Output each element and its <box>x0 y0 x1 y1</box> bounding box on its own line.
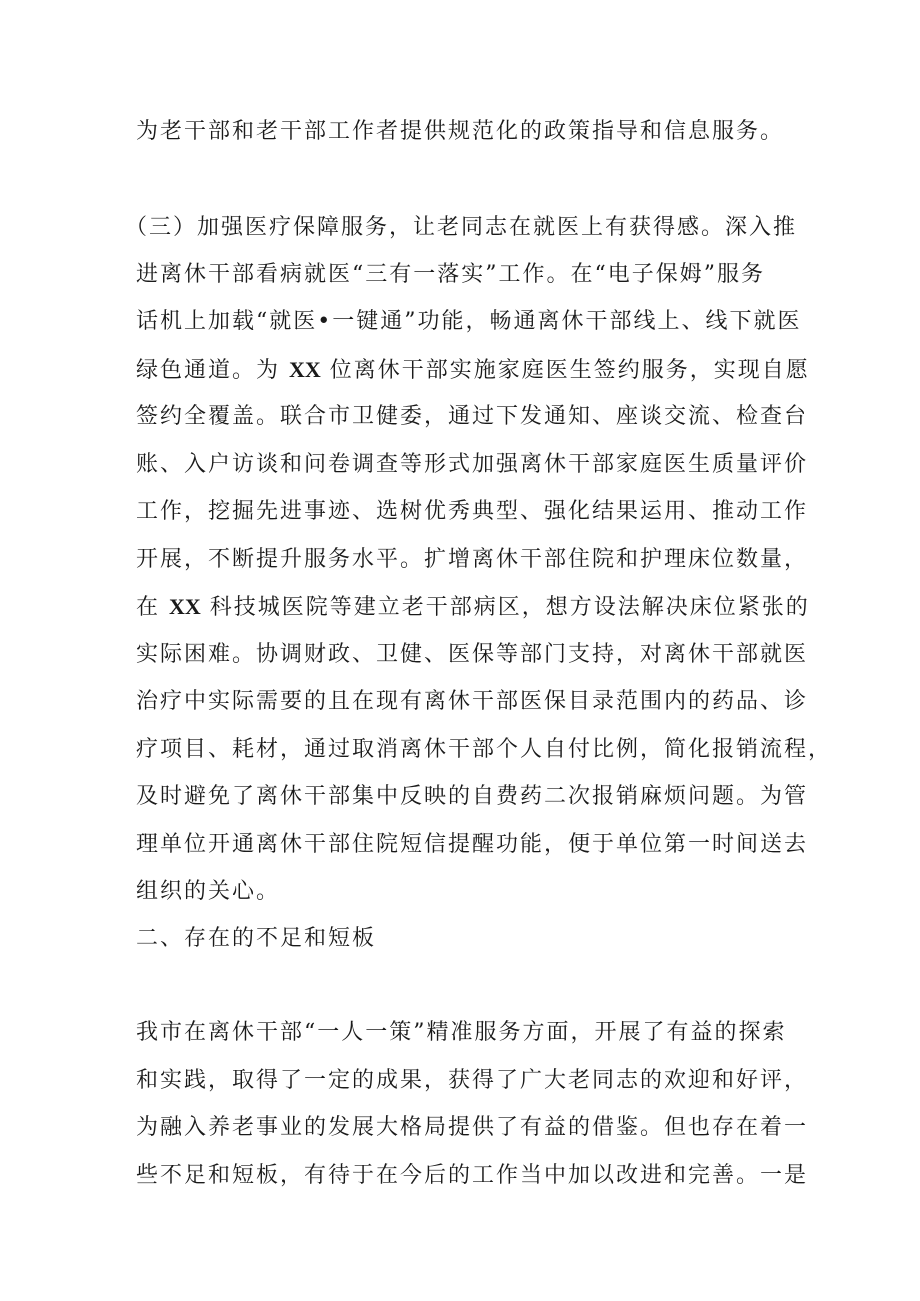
section-heading-line: （三）加强医疗保障服务，让老同志在就医上有获得感。深入推 <box>125 215 798 240</box>
paragraph-line: 开展，不断提升服务水平。扩增离休干部住院和护理床位数量， <box>136 547 809 572</box>
paragraph-line: 些不足和短板，有待于在今后的工作当中加以改进和完善。一是 <box>136 1163 809 1188</box>
paragraph-line: 疗项目、耗材，通过取消离休干部个人自付比例，简化报销流程， <box>136 737 833 762</box>
paragraph-line: 及时避免了离休干部集中反映的自费药二次报销麻烦问题。为管 <box>136 784 809 809</box>
paragraph-line: 在 XX 科技城医院等建立老干部病区，想方设法解决床位紧张的 <box>136 594 810 620</box>
paragraph-line: 和实践，取得了一定的成果，获得了广大老同志的欢迎和好评， <box>136 1068 809 1093</box>
paragraph-line: 我市在离休干部“一人一策”精准服务方面，开展了有益的探索 <box>136 1020 787 1045</box>
paragraph-line: 为融入养老事业的发展大格局提供了有益的借鉴。但也存在着一 <box>136 1115 809 1140</box>
paragraph-line: 理单位开通离休干部住院短信提醒功能，便于单位第一时间送去 <box>136 832 809 857</box>
paragraph-line: 为老干部和老干部工作者提供规范化的政策指导和信息服务。 <box>136 119 785 144</box>
paragraph-line: 进离休干部看病就医“三有一落实”工作。在“电子保姆”服务 <box>136 262 765 287</box>
placeholder-number: XX <box>169 594 201 619</box>
section-title: 二、存在的不足和短板 <box>136 926 377 951</box>
paragraph-line: 组织的关心。 <box>136 879 281 904</box>
placeholder-number: XX <box>289 357 321 382</box>
paragraph-line: 话机上加载“就医•一键通”功能，畅通离休干部线上、线下就医 <box>136 309 802 334</box>
paragraph-line: 工作，挖掘先进事迹、选树优秀典型、强化结果运用、推动工作 <box>136 499 809 524</box>
paragraph-line: 治疗中实际需要的且在现有离休干部医保目录范围内的药品、诊 <box>136 689 809 714</box>
paragraph-line: 账、入户访谈和问卷调查等形式加强离休干部家庭医生质量评价 <box>136 452 809 477</box>
paragraph-line: 签约全覆盖。联合市卫健委，通过下发通知、座谈交流、检查台 <box>136 404 809 429</box>
paragraph-line: 实际困难。协调财政、卫健、医保等部门支持，对离休干部就医 <box>136 642 809 667</box>
paragraph-line: 绿色通道。为 XX 位离休干部实施家庭医生签约服务，实现自愿 <box>136 357 810 383</box>
